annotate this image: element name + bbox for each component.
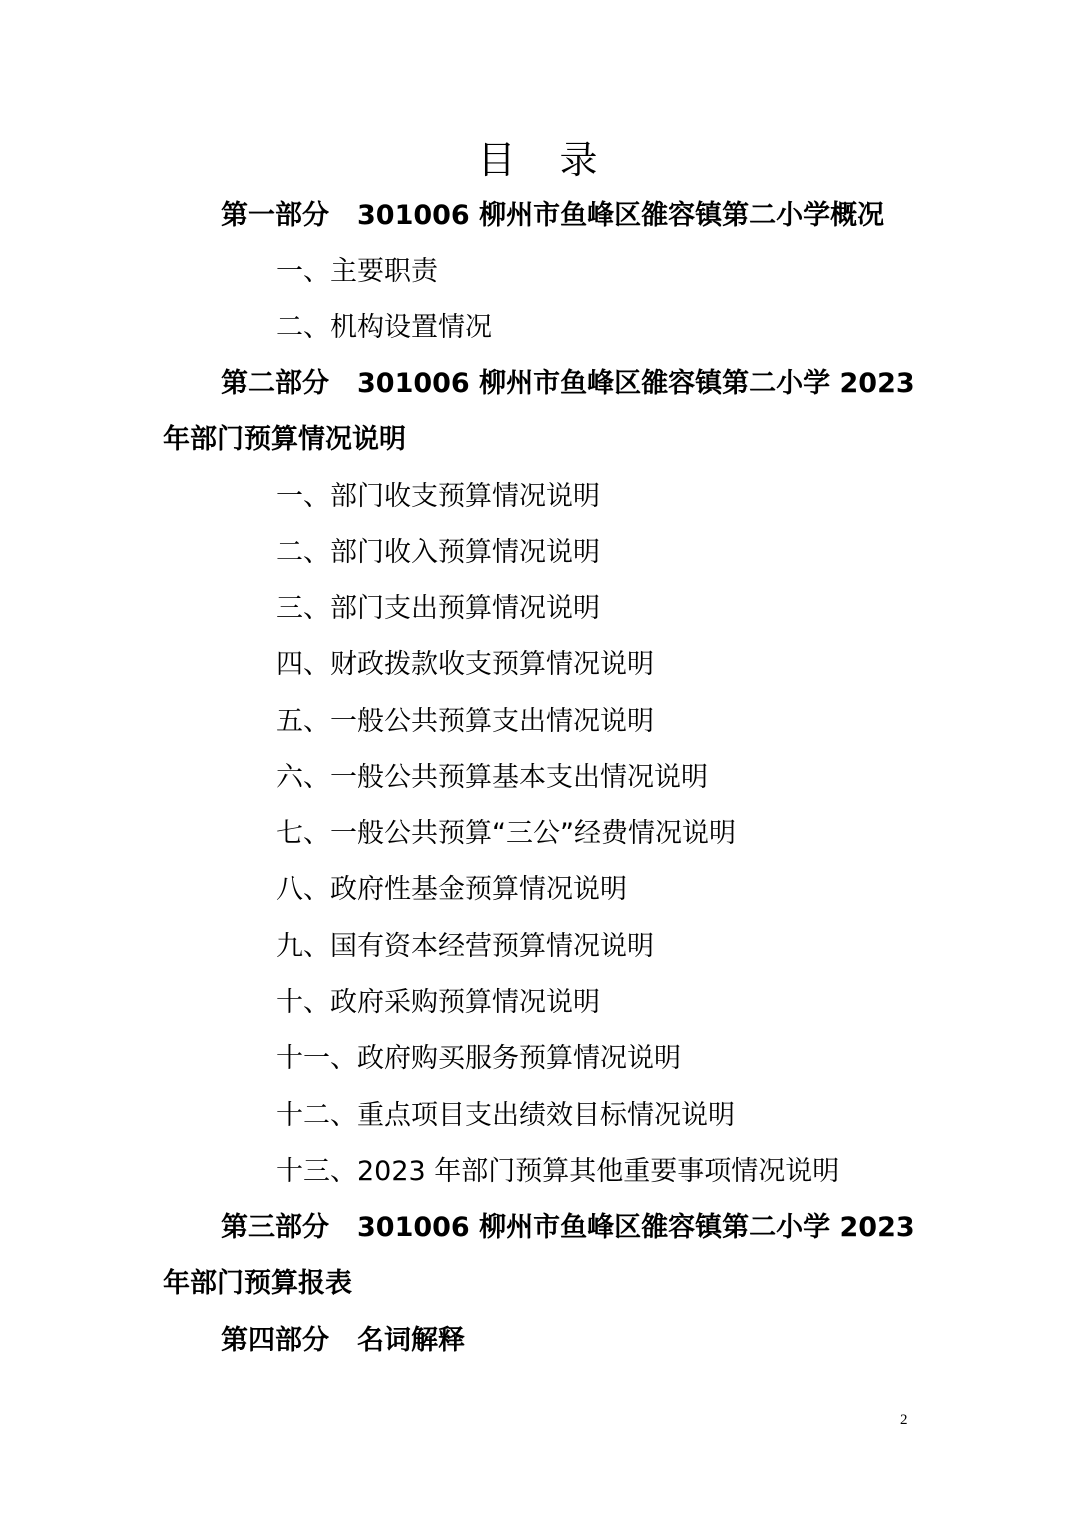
toc-item: 十二、重点项目支出绩效目标情况说明 — [276, 1100, 735, 1131]
toc-part-3-continuation: 年部门预算报表 — [163, 1268, 352, 1299]
toc-item: 十三、2023 年部门预算其他重要事项情况说明 — [276, 1156, 840, 1187]
toc-part-2-text: 301006 柳州市鱼峰区雒容镇第二小学 2023 — [357, 368, 915, 399]
toc-item: 一、主要职责 — [276, 256, 438, 287]
toc-item: 二、机构设置情况 — [276, 312, 492, 343]
toc-part-3 — [221, 1208, 915, 1248]
toc-part-4-text: 名词解释 — [357, 1325, 465, 1356]
page-title: 目录 — [477, 138, 642, 182]
toc-item: 七、一般公共预算“三公”经费情况说明 — [276, 818, 736, 849]
toc-part-4-label: 第四部分 — [221, 1325, 329, 1356]
toc-item: 四、财政拨款收支预算情况说明 — [276, 649, 654, 680]
toc-item: 九、国有资本经营预算情况说明 — [276, 931, 654, 962]
toc-item: 一、部门收支预算情况说明 — [276, 481, 600, 512]
toc-part-3-label: 第三部分 — [221, 1212, 329, 1243]
toc-part-1-label: 第一部分 — [221, 200, 329, 231]
toc-part-1 — [221, 196, 884, 236]
toc-item: 八、政府性基金预算情况说明 — [276, 874, 627, 905]
toc-part-2-continuation: 年部门预算情况说明 — [163, 424, 406, 455]
toc-part-2 — [221, 364, 915, 404]
page-number: 2 — [900, 1412, 908, 1428]
toc-item: 十、政府采购预算情况说明 — [276, 987, 600, 1018]
toc-item: 六、一般公共预算基本支出情况说明 — [276, 762, 708, 793]
toc-part-4 — [221, 1321, 465, 1361]
toc-part-1-text: 301006 柳州市鱼峰区雒容镇第二小学概况 — [357, 200, 885, 231]
toc-part-2-label: 第二部分 — [221, 368, 329, 399]
toc-item: 三、部门支出预算情况说明 — [276, 593, 600, 624]
toc-item: 二、部门收入预算情况说明 — [276, 537, 600, 568]
toc-part-3-text: 301006 柳州市鱼峰区雒容镇第二小学 2023 — [357, 1212, 915, 1243]
toc-item: 十一、政府购买服务预算情况说明 — [276, 1043, 681, 1074]
toc-item: 五、一般公共预算支出情况说明 — [276, 706, 654, 737]
